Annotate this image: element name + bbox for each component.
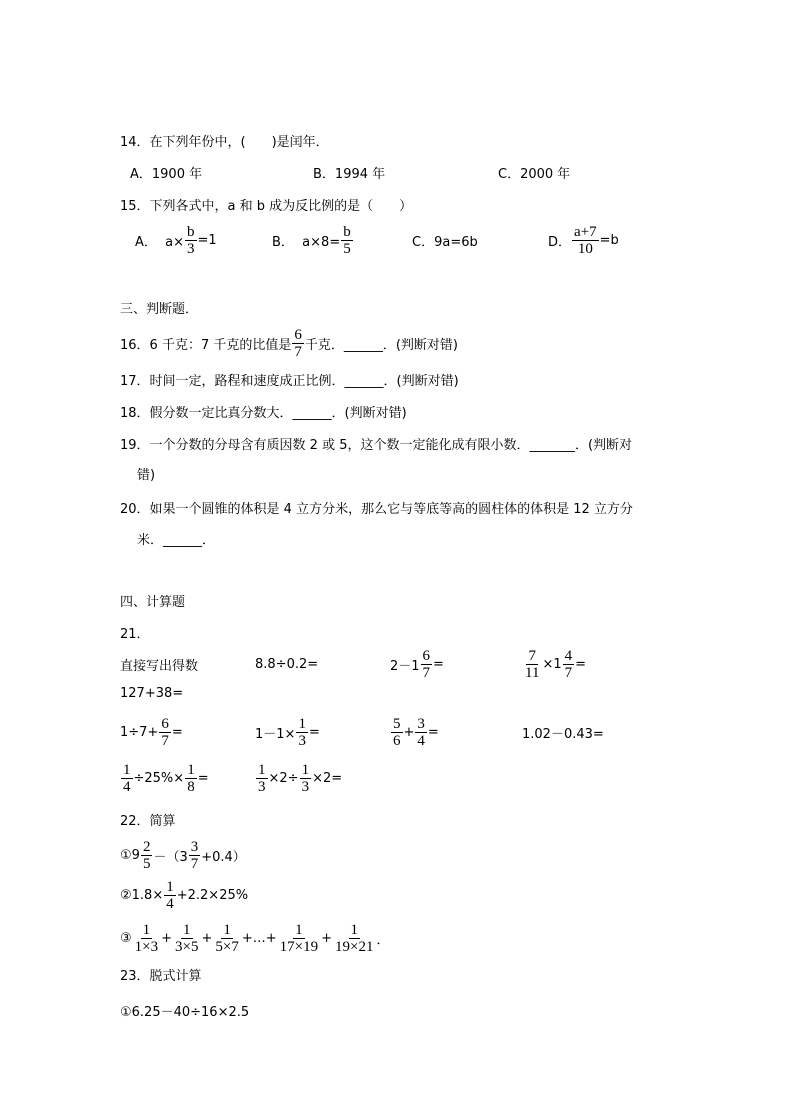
numerator: 1 [183,921,191,938]
numerator: 1 [298,715,306,732]
text-segment: 1÷7+ [120,724,159,740]
text-segment: = [171,724,183,740]
question-21 [120,622,150,642]
text-segment: +…+ [241,930,277,946]
text-segment: +0.4） [201,849,246,865]
fraction [523,648,541,681]
numerator: b [343,223,351,240]
fraction [173,922,200,955]
numerator: 1 [187,761,195,778]
text-segment: + [201,930,213,946]
text-segment: B． a×8= [272,234,341,250]
text-segment: 直接写出得数 [120,658,199,674]
fraction [292,327,304,360]
fraction [133,922,160,955]
q21-r3-c4 [522,722,604,742]
text-segment: 23．脱式计算 [120,968,202,984]
text-segment: D． [548,234,572,250]
text-segment: 1.02－0.43= [522,726,604,742]
text-segment: ②1.8× [120,887,164,903]
denominator: 3×5 [175,938,199,955]
text-segment: ①9 [120,847,140,863]
denominator: 7 [422,664,431,681]
denominator: 3 [298,732,306,749]
numerator: 3 [190,838,199,855]
numerator: 1 [258,761,266,778]
text-segment: 1－1× [255,726,296,742]
fraction [563,648,575,681]
denominator: 4 [417,732,425,749]
q22-part-1 [120,838,246,872]
question-22 [120,809,176,829]
numerator: 1 [295,921,303,938]
text-segment: + [403,724,415,740]
numerator: 3 [417,715,425,732]
text-segment: ①6.25－40÷16×2.5 [120,1004,250,1020]
denominator: 4 [123,778,131,795]
text-segment: =b [599,232,619,248]
fraction [256,762,268,795]
question-20-cont [137,528,215,548]
question-16 [120,326,459,360]
fraction [341,224,353,257]
denominator: 11 [525,664,540,681]
numerator: a+7 [574,223,597,240]
question-19-cont [137,463,155,483]
denominator: 4 [166,895,174,912]
denominator: 10 [577,240,593,257]
denominator: 3 [187,240,195,257]
denominator: 7 [294,343,302,360]
fraction [391,716,403,749]
text-segment: ×1 [542,656,562,672]
text-segment: ×2= [312,770,343,786]
text-segment: 22．简算 [120,813,176,829]
q21-r1-c2 [255,654,318,674]
question-17 [120,369,459,389]
fraction [296,716,308,749]
q21-r1-c4 [522,647,587,681]
text-segment: = [433,656,444,672]
text-segment: B．1994 年 [313,166,386,182]
q15-option-b [272,223,354,257]
fraction [213,922,240,955]
question-15 [120,194,412,214]
q23-part-1 [120,1000,249,1020]
numerator: 5 [393,715,401,732]
text-segment: 千克．______．(判断对错) [304,337,459,353]
text-segment: 18．假分数一定比真分数大．______．(判断对错) [120,405,407,421]
q21-r3-c1 [120,715,183,749]
text-segment: ． [376,932,390,948]
text-segment: 米．______． [137,532,216,548]
text-segment: ×2÷ [268,770,299,786]
numerator: 7 [528,647,536,664]
q22-part-2 [120,878,249,912]
question-14 [120,130,329,150]
fraction [278,922,320,955]
q21-r2 [120,683,183,703]
denominator: 5 [343,240,351,257]
numerator: 4 [564,647,573,664]
numerator: 6 [422,647,431,664]
q21-r3-c2 [255,715,320,749]
numerator: 2 [142,838,151,855]
text-segment: 错) [137,467,156,483]
denominator: 8 [187,778,195,795]
fraction [159,716,171,749]
q22-part-3 [120,921,390,955]
fraction [572,224,599,257]
text-segment: 16．6 千克：7 千克的比值是 [120,337,292,353]
q21-r4-c2 [255,761,343,795]
text-segment: + [321,930,333,946]
text-segment: 21． [120,626,150,642]
question-18 [120,401,407,421]
text-segment: = [427,724,439,740]
text-segment: 三、判断题． [120,301,199,317]
fraction [164,879,176,912]
denominator: 7 [190,855,199,872]
q21-r4-c1 [120,761,209,795]
q15-option-c [412,230,478,250]
fraction [121,762,133,795]
denominator: 1×3 [134,938,159,955]
text-segment: 14．在下列年份中，( )是闰年． [120,134,329,150]
question-20 [120,497,633,517]
section-4-heading [120,590,185,610]
q21-r3-c3 [390,715,439,749]
numerator: 6 [294,326,302,343]
text-segment: －（3 [153,849,188,865]
fraction [185,762,197,795]
text-segment: 20．如果一个圆锥的体积是 4 立方分米，那么它与等底等高的圆柱体的体积是 12 立方分 [120,501,633,517]
denominator: 3 [258,778,266,795]
text-segment: +2.2×25% [176,887,249,903]
text-segment: A．1900 年 [130,166,203,182]
text-segment: 127+38= [120,685,184,701]
text-segment: 2－1 [390,658,420,674]
question-19 [120,433,632,453]
q15-option-a [135,223,217,257]
text-segment: 19．一个分数的分母含有质因数 2 或 5，这个数一定能化成有限小数．_______．(判断对 [120,437,633,453]
q15-option-d [548,223,619,257]
text-segment: =1 [197,232,217,248]
question-23 [120,964,202,984]
text-segment: = [197,770,209,786]
text-segment: = [308,724,320,740]
denominator: 19×21 [335,938,374,955]
text-segment: A． a× [135,234,185,250]
q21-r1-c3 [390,647,444,681]
denominator: 7 [564,664,573,681]
numerator: 1 [350,921,359,938]
text-segment: + [161,930,173,946]
denominator: 5×7 [215,938,239,955]
text-segment: 15．下列各式中，a 和 b 成为反比例的是（ ） [120,198,413,214]
text-segment: C．9a=6b [412,234,478,250]
text-segment: 四、计算题 [120,594,186,610]
q14-option-b [313,162,385,182]
denominator: 17×19 [279,938,319,955]
fraction [185,224,197,257]
text-segment: 8.8÷0.2= [255,656,319,672]
numerator: 1 [166,878,174,895]
q14-option-c [498,162,570,182]
text-segment: ÷25%× [133,770,185,786]
numerator: 1 [301,761,310,778]
numerator: 1 [142,921,151,938]
q14-option-a [130,162,202,182]
q21-r1-c1 [120,654,198,674]
fraction [415,716,427,749]
denominator: 3 [301,778,310,795]
fraction [421,648,433,681]
denominator: 6 [393,732,401,749]
text-segment: = [575,656,587,672]
text-segment: ③ [120,930,132,946]
denominator: 7 [161,732,169,749]
fraction [333,922,375,955]
numerator: 1 [223,921,231,938]
denominator: 5 [142,855,151,872]
numerator: 6 [161,715,169,732]
text-segment: 17．时间一定，路程和速度成正比例．______．(判断对错) [120,373,459,389]
text-segment: C．2000 年 [498,166,571,182]
fraction [300,762,312,795]
section-3-heading [120,297,198,317]
fraction [189,839,201,872]
fraction [141,839,153,872]
numerator: 1 [123,761,131,778]
numerator: b [187,223,195,240]
